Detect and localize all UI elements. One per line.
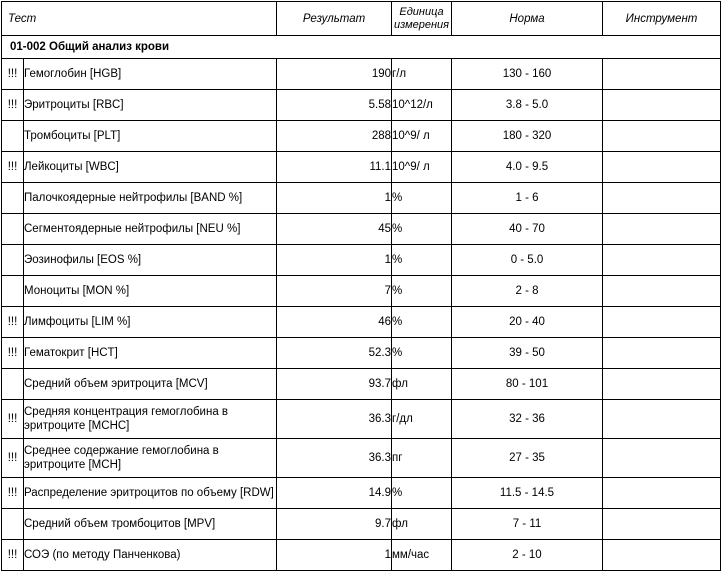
test-result: 52.3 — [277, 338, 392, 369]
abnormal-flag — [2, 369, 24, 400]
abnormal-flag: !!! — [2, 152, 24, 183]
table-row — [2, 400, 721, 439]
table-body — [2, 36, 721, 571]
table-row — [2, 478, 721, 509]
abnormal-flag — [2, 245, 24, 276]
instrument-name — [603, 540, 721, 571]
instrument-name — [603, 152, 721, 183]
test-name: СОЭ (по методу Панченкова) — [24, 540, 277, 571]
test-name: Эритроциты [RBC] — [24, 90, 277, 121]
instrument-name — [603, 478, 721, 509]
test-result: 93.7 — [277, 369, 392, 400]
test-name: Лейкоциты [WBC] — [24, 152, 277, 183]
test-result: 190 — [277, 59, 392, 90]
test-name: Лимфоциты [LIM %] — [24, 307, 277, 338]
test-result: 7 — [277, 276, 392, 307]
instrument-name — [603, 59, 721, 90]
instrument-name — [603, 439, 721, 478]
instrument-name — [603, 509, 721, 540]
test-result: 288 — [277, 121, 392, 152]
test-unit: % — [392, 276, 452, 307]
group-title: 01-002 Общий анализ крови — [2, 36, 721, 59]
table-row — [2, 540, 721, 571]
test-result: 36.3 — [277, 400, 392, 439]
table-row — [2, 214, 721, 245]
instrument-name — [603, 121, 721, 152]
abnormal-flag — [2, 121, 24, 152]
header-row — [2, 2, 721, 36]
reference-range: 32 - 36 — [452, 400, 603, 439]
instrument-name — [603, 338, 721, 369]
abnormal-flag — [2, 509, 24, 540]
abnormal-flag: !!! — [2, 59, 24, 90]
reference-range: 4.0 - 9.5 — [452, 152, 603, 183]
table-row — [2, 509, 721, 540]
test-unit: 10^9/ л — [392, 152, 452, 183]
abnormal-flag — [2, 183, 24, 214]
reference-range: 7 - 11 — [452, 509, 603, 540]
reference-range: 80 - 101 — [452, 369, 603, 400]
abnormal-flag: !!! — [2, 338, 24, 369]
test-result: 46 — [277, 307, 392, 338]
table-row — [2, 276, 721, 307]
test-result: 1 — [277, 183, 392, 214]
test-name: Гематокрит [HCT] — [24, 338, 277, 369]
test-result: 45 — [277, 214, 392, 245]
test-unit: % — [392, 307, 452, 338]
abnormal-flag — [2, 214, 24, 245]
reference-range: 2 - 8 — [452, 276, 603, 307]
test-name: Тромбоциты [PLT] — [24, 121, 277, 152]
reference-range: 40 - 70 — [452, 214, 603, 245]
abnormal-flag: !!! — [2, 400, 24, 439]
instrument-name — [603, 369, 721, 400]
table-row — [2, 90, 721, 121]
header-cell-instrument: Инструмент — [603, 2, 721, 36]
test-unit: % — [392, 214, 452, 245]
table-row — [2, 338, 721, 369]
test-unit: % — [392, 338, 452, 369]
test-result: 1 — [277, 540, 392, 571]
test-name: Средняя концентрация гемоглобина в эритроците [MCHC] — [24, 400, 277, 439]
group-row — [2, 36, 721, 59]
test-name: Гемоглобин [HGB] — [24, 59, 277, 90]
test-name: Распределение эритроцитов по объему [RDW] — [24, 478, 277, 509]
instrument-name — [603, 90, 721, 121]
reference-range: 2 - 10 — [452, 540, 603, 571]
lab-report-sheet — [0, 1, 721, 561]
header-unit-line2: измерения — [393, 18, 450, 31]
table-row — [2, 307, 721, 338]
abnormal-flag: !!! — [2, 540, 24, 571]
test-name: Средний объем тромбоцитов [MPV] — [24, 509, 277, 540]
test-name: Эозинофилы [EOS %] — [24, 245, 277, 276]
reference-range: 0 - 5.0 — [452, 245, 603, 276]
test-unit: мм/час — [392, 540, 452, 571]
test-result: 9.7 — [277, 509, 392, 540]
test-unit: % — [392, 478, 452, 509]
test-unit: 10^9/ л — [392, 121, 452, 152]
table-row — [2, 59, 721, 90]
abnormal-flag — [2, 276, 24, 307]
reference-range: 39 - 50 — [452, 338, 603, 369]
reference-range: 20 - 40 — [452, 307, 603, 338]
abnormal-flag: !!! — [2, 478, 24, 509]
test-unit: % — [392, 183, 452, 214]
test-unit: фл — [392, 369, 452, 400]
test-result: 1 — [277, 245, 392, 276]
table-row — [2, 439, 721, 478]
instrument-name — [603, 400, 721, 439]
test-name: Моноциты [MON %] — [24, 276, 277, 307]
header-cell-unit — [392, 2, 452, 36]
table-row — [2, 183, 721, 214]
abnormal-flag: !!! — [2, 90, 24, 121]
test-name: Среднее содержание гемоглобина в эритроците [MCH] — [24, 439, 277, 478]
table-row — [2, 369, 721, 400]
table-row — [2, 152, 721, 183]
reference-range: 11.5 - 14.5 — [452, 478, 603, 509]
instrument-name — [603, 307, 721, 338]
instrument-name — [603, 245, 721, 276]
test-result: 11.1 — [277, 152, 392, 183]
abnormal-flag: !!! — [2, 307, 24, 338]
table-row — [2, 121, 721, 152]
test-name: Средний объем эритроцита [MCV] — [24, 369, 277, 400]
test-name: Сегментоядерные нейтрофилы [NEU %] — [24, 214, 277, 245]
table-row — [2, 245, 721, 276]
test-unit: пг — [392, 439, 452, 478]
table-header — [2, 2, 721, 36]
test-unit: % — [392, 245, 452, 276]
reference-range: 180 - 320 — [452, 121, 603, 152]
header-cell-norm: Норма — [452, 2, 603, 36]
test-result: 5.58 — [277, 90, 392, 121]
header-cell-test: Тест — [2, 2, 277, 36]
test-name: Палочкоядерные нейтрофилы [BAND %] — [24, 183, 277, 214]
test-unit: г/дл — [392, 400, 452, 439]
reference-range: 27 - 35 — [452, 439, 603, 478]
lab-results-table — [1, 1, 721, 571]
test-result: 36.3 — [277, 439, 392, 478]
instrument-name — [603, 276, 721, 307]
reference-range: 3.8 - 5.0 — [452, 90, 603, 121]
test-unit: г/л — [392, 59, 452, 90]
header-cell-result: Результат — [277, 2, 392, 36]
instrument-name — [603, 214, 721, 245]
abnormal-flag: !!! — [2, 439, 24, 478]
instrument-name — [603, 183, 721, 214]
test-unit: фл — [392, 509, 452, 540]
test-unit: 10^12/л — [392, 90, 452, 121]
test-result: 14.9 — [277, 478, 392, 509]
header-unit-line1: Единица — [399, 5, 444, 18]
reference-range: 1 - 6 — [452, 183, 603, 214]
reference-range: 130 - 160 — [452, 59, 603, 90]
